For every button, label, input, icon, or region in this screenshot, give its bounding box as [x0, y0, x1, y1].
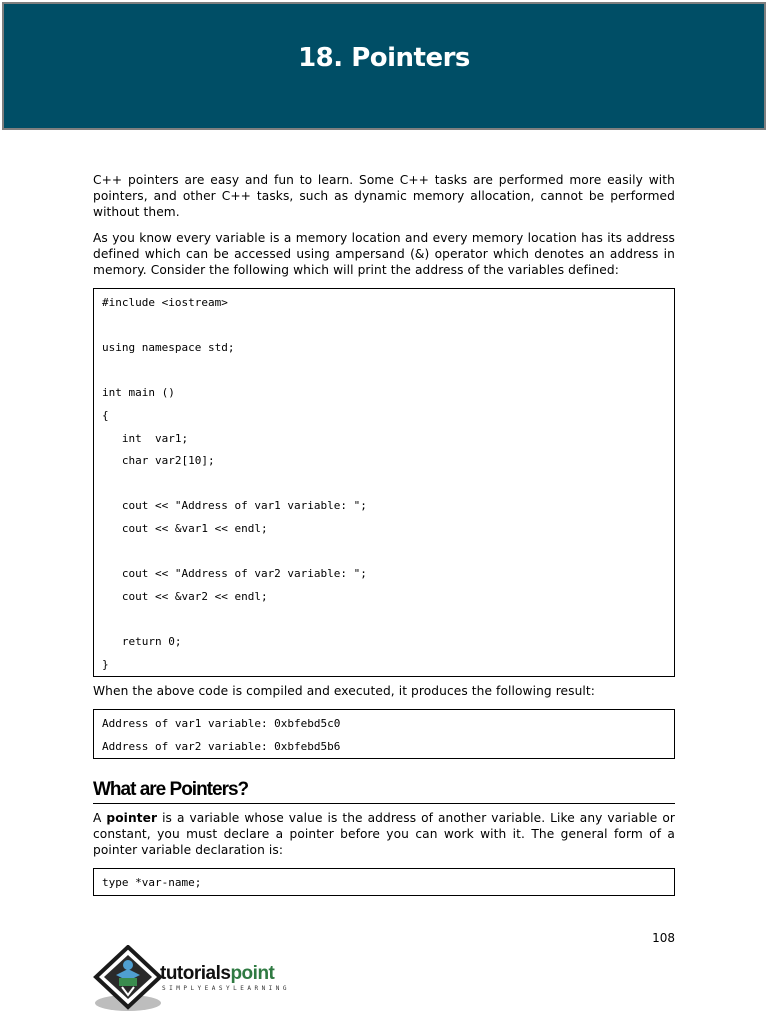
code-line	[102, 608, 666, 631]
intro-paragraph-2: As you know every variable is a memory location and every memory location has its address defined which can be accessed using ampersand (&) operator which denotes an address in memory. Consider the following which will print the address of the variables defined:	[93, 231, 675, 277]
section-paragraph-rest: is a variable whose value is the address of another variable. Like any variable or constant, you must declare a pointer before you can work with it. The general form of a pointer variable declaration is:	[93, 811, 675, 858]
logo-emblem-icon	[92, 945, 162, 1013]
tutorialspoint-logo	[92, 945, 342, 1013]
code-line: type *var-name;	[102, 876, 202, 890]
code-line: using namespace std;	[102, 341, 235, 355]
logo-text-main: tutorials	[160, 963, 231, 984]
code-line: #include <iostream>	[102, 296, 228, 309]
code-line: int main ()	[102, 386, 175, 400]
logo-wordmark	[160, 963, 274, 985]
code-line: }	[102, 657, 109, 671]
chapter-title: 18. Pointers	[298, 43, 470, 73]
intro-paragraph-1: C++ pointers are easy and fun to learn. Some C++ tasks are performed more easily with pointers, and other C++ tasks, such as dynamic memory allocation, cannot be performed without them.	[93, 173, 675, 219]
section-paragraph	[93, 810, 675, 858]
page-number: 108	[652, 931, 675, 945]
code-block-output	[93, 709, 675, 759]
code-line: {	[102, 408, 109, 422]
code-line: cout << &var2 << endl;	[102, 589, 268, 603]
code-line	[102, 473, 666, 496]
code-line: char var2[10];	[102, 454, 215, 468]
code-line: return 0;	[102, 634, 182, 648]
code-line: Address of var2 variable: 0xbfebd5b6	[102, 739, 341, 753]
logo-text-accent: point	[230, 963, 275, 984]
code-line	[102, 360, 666, 383]
section-paragraph-prefix: A	[93, 811, 107, 826]
section-heading: What are Pointers?	[93, 779, 675, 804]
code-block-declaration	[93, 868, 675, 896]
code-line: int var1;	[102, 431, 189, 445]
chapter-banner	[2, 2, 766, 130]
result-intro: When the above code is compiled and executed, it produces the following result:	[93, 684, 596, 699]
page-content	[93, 172, 675, 902]
code-line	[102, 315, 666, 338]
code-line: Address of var1 variable: 0xbfebd5c0	[102, 717, 341, 731]
logo-tagline: SIMPLYEASYLEARNING	[162, 985, 291, 992]
code-block-example	[93, 288, 675, 677]
section-paragraph-bold: pointer	[106, 811, 158, 826]
code-line	[102, 541, 666, 564]
code-line: cout << "Address of var2 variable: ";	[102, 567, 367, 581]
code-line: cout << &var1 << endl;	[102, 521, 268, 535]
code-line: cout << "Address of var1 variable: ";	[102, 499, 367, 513]
